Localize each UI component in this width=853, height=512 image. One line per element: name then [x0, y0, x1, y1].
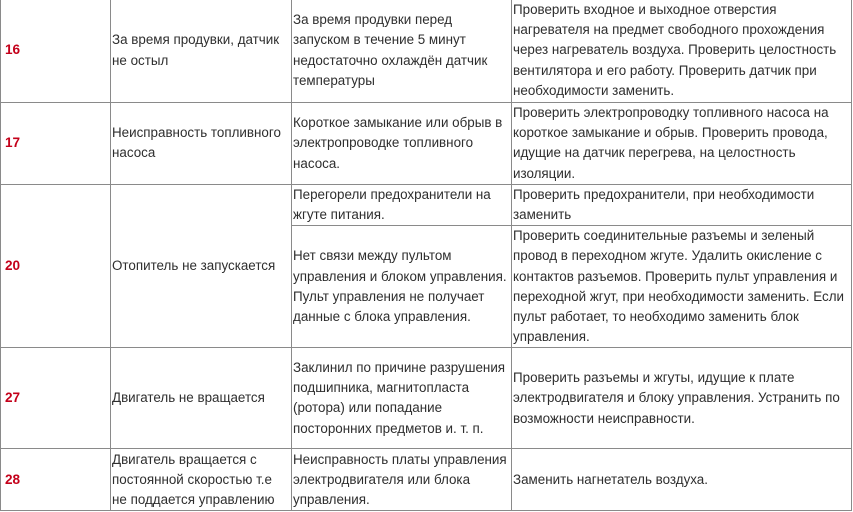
fault-symptom: За время продувки, датчик не остыл — [111, 0, 292, 103]
fault-symptom: Двигатель вращается с постоянной скоростью т.е не поддается управлению — [111, 449, 292, 511]
fault-code: 17 — [1, 103, 111, 185]
table-row — [1, 0, 852, 103]
fault-remedy: Заменить нагнетатель воздуха. — [512, 449, 852, 511]
fault-cause: Заклинил по причине разрушения подшипника, магнитопласта (ротора) или попадание посторонних предметов и. т. п. — [292, 348, 512, 449]
fault-symptom: Двигатель не вращается — [111, 348, 292, 449]
fault-remedy: Проверить предохранители, при необходимости заменить — [512, 184, 852, 225]
fault-cause: Перегорели предохранители на жгуте питания. — [292, 184, 512, 225]
fault-symptom: Отопитель не запускается — [111, 184, 292, 348]
fault-cause: За время продувки перед запуском в течение 5 минут недостаточно охлаждён датчик температуры — [292, 0, 512, 103]
fault-cause: Неисправность платы управления электродвигателя или блока управления. — [292, 449, 512, 511]
fault-cause: Нет связи между пультом управления и блоком управления. Пульт управления не получает данные с блока управления. — [292, 226, 512, 348]
table-row — [1, 449, 852, 511]
table-row — [1, 103, 852, 185]
fault-remedy: Проверить разъемы и жгуты, идущие к плате электродвигателя и блоку управления. Устранить по возможности неисправности. — [512, 348, 852, 449]
table-row — [1, 184, 852, 225]
fault-code: 16 — [1, 0, 111, 103]
fault-code: 20 — [1, 184, 111, 348]
fault-remedy: Проверить соединительные разъемы и зеленый провод в переходном жгуте. Удалить окисление с контактов разъемов. Проверить пульт управления и переходной жгут, при необходимости заменить. Если пульт работает, то необходимо заменить блок управления. — [512, 226, 852, 348]
fault-remedy: Проверить электропроводку топливного насоса на короткое замыкание и обрыв. Проверить провода, идущие на датчик перегрева, на целостность изоляции. — [512, 103, 852, 185]
fault-code: 28 — [1, 449, 111, 511]
fault-remedy: Проверить входное и выходное отверстия нагревателя на предмет свободного прохождения через нагреватель воздуха. Проверить целостность вентилятора и его работу. Проверить датчик при необходимости заменить. — [512, 0, 852, 103]
fault-symptom: Неисправность топливного насоса — [111, 103, 292, 185]
fault-code: 27 — [1, 348, 111, 449]
table-row — [1, 348, 852, 449]
fault-cause: Короткое замыкание или обрыв в электропроводке топливного насоса. — [292, 103, 512, 185]
